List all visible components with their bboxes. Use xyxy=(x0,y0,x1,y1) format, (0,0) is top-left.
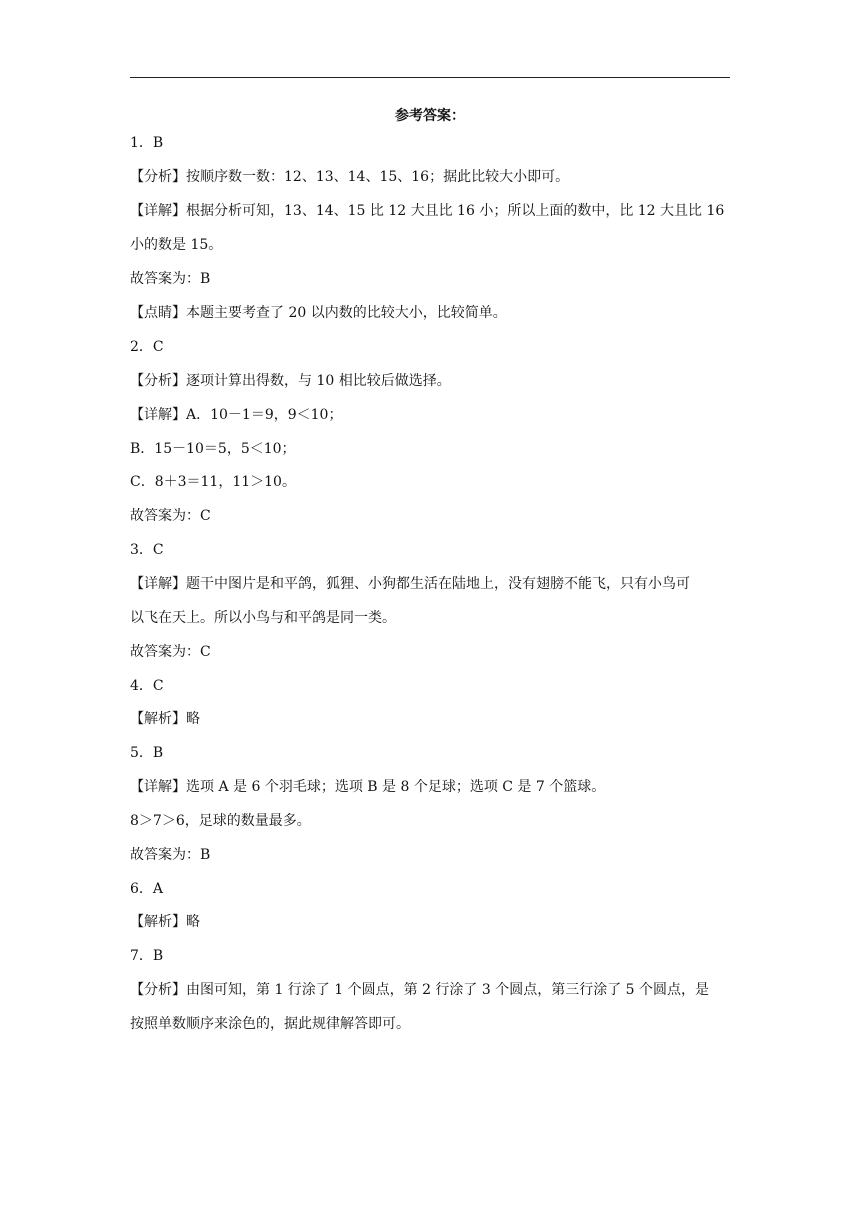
answer-line: 【分析】逐项计算出得数，与 10 相比较后做选择。 xyxy=(130,373,451,389)
answer-line: 【分析】按顺序数一数：12、13、14、15、16；据此比较大小即可。 xyxy=(130,169,570,185)
answer-line: 3．C xyxy=(130,542,164,558)
answer-line: 以飞在天上。所以小鸟与和平鸽是同一类。 xyxy=(130,610,396,626)
answer-line: 【详解】选项 A 是 6 个羽毛球；选项 B 是 8 个足球；选项 C 是 7 个篮球。 xyxy=(130,779,606,795)
answer-line: 7．B xyxy=(130,948,164,964)
answer-line: 【分析】由图可知，第 1 行涂了 1 个圆点，第 2 行涂了 3 个圆点，第三行涂了 5 个圆点，是 xyxy=(130,982,710,998)
answer-line: 【详解】根据分析可知，13、14、15 比 12 大且比 16 小；所以上面的数中，比 12 大且比 16 xyxy=(130,203,725,219)
answer-line: 【详解】A．10－1＝9，9＜10； xyxy=(130,407,343,423)
answer-line: 【解析】略 xyxy=(130,914,200,930)
answer-line: 故答案为：B xyxy=(130,271,211,287)
answer-line: 故答案为：B xyxy=(130,847,211,863)
answer-line: 4．C xyxy=(130,678,164,694)
header-rule xyxy=(130,77,730,78)
answer-line: 【点睛】本题主要考查了 20 以内数的比较大小，比较简单。 xyxy=(130,305,507,321)
answer-line: C．8＋3＝11，11＞10。 xyxy=(130,474,296,490)
answer-line: 【解析】略 xyxy=(130,711,200,727)
answer-line: 故答案为：C xyxy=(130,644,211,660)
answer-line: 5．B xyxy=(130,745,164,761)
page-title: 参考答案： xyxy=(395,108,465,124)
answer-line: 故答案为：C xyxy=(130,508,211,524)
answer-line: 【详解】题干中图片是和平鸽，狐狸、小狗都生活在陆地上，没有翅膀不能飞，只有小鸟可 xyxy=(130,576,690,592)
answer-line: B．15－10＝5，5＜10； xyxy=(130,441,296,457)
answer-line: 2．C xyxy=(130,339,164,355)
answer-line: 8＞7＞6，足球的数量最多。 xyxy=(130,813,311,829)
answer-line: 1．B xyxy=(130,135,164,151)
answer-line: 小的数是 15。 xyxy=(130,237,223,253)
answer-line: 按照单数顺序来涂色的，据此规律解答即可。 xyxy=(130,1016,410,1032)
answer-line: 6．A xyxy=(130,881,164,897)
